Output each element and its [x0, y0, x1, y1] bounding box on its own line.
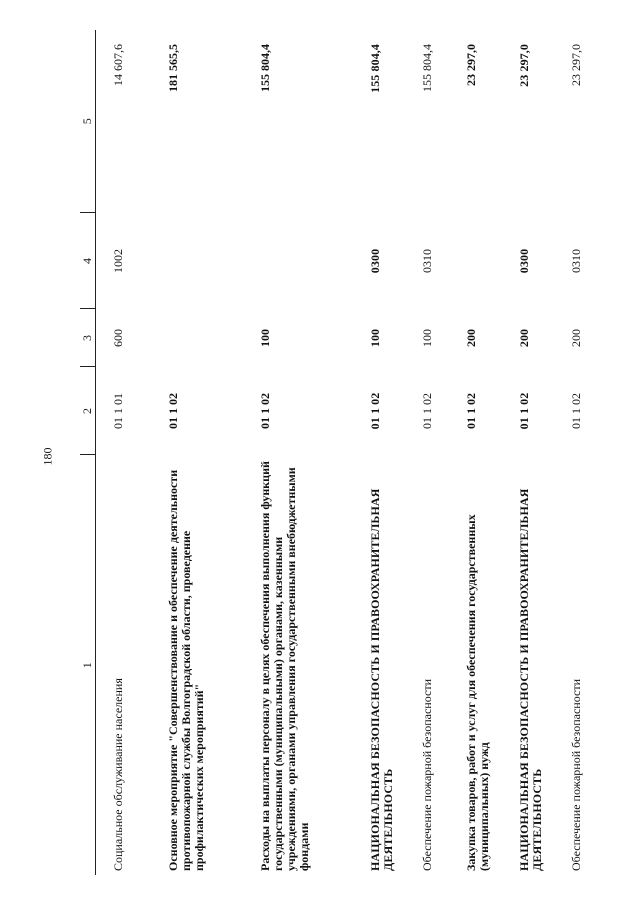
row-csr: 01 1 02 — [516, 392, 531, 430]
header-col-5: 5 — [80, 30, 96, 213]
table-row — [167, 30, 259, 875]
row-name: НАЦИОНАЛЬНАЯ БЕЗОПАСНОСТЬ И ПРАВООХРАНИТЕЛЬНАЯ ДЕЯТЕЛЬНОСТЬ — [367, 488, 395, 871]
row-name: Расходы на выплаты персоналу в целях обеспечения выполнения функций государственными (муниципальными) органами, казенными учреждениями, органами управления государственными внебюджетными фондами — [257, 461, 311, 871]
row-rzpr: 0300 — [367, 248, 382, 274]
table-row — [570, 30, 600, 875]
rotated-table-container — [80, 30, 600, 875]
row-sum: 181 565,5 — [165, 44, 180, 92]
row-name: НАЦИОНАЛЬНАЯ БЕЗОПАСНОСТЬ И ПРАВООХРАНИТЕЛЬНАЯ ДЕЯТЕЛЬНОСТЬ — [516, 488, 544, 871]
row-sum: 155 804,4 — [367, 44, 382, 93]
row-csr: 01 1 02 — [165, 393, 180, 429]
row-vr: 100 — [367, 328, 382, 348]
row-csr: 01 1 02 — [257, 393, 272, 429]
header-col-2: 2 — [80, 367, 96, 455]
row-name: Обеспечение пожарной безопасности — [419, 678, 434, 871]
row-rzpr — [259, 213, 369, 309]
row-name: Обеспечение пожарной безопасности — [568, 678, 583, 871]
row-rzpr: 0300 — [516, 248, 531, 274]
row-csr: 01 1 02 — [568, 393, 583, 429]
row-vr: 200 — [516, 328, 531, 348]
header-col-3: 3 — [80, 309, 96, 367]
row-rzpr: 0310 — [419, 249, 434, 273]
row-rzpr — [167, 213, 259, 309]
row-csr: 01 1 01 — [111, 393, 125, 429]
row-rzpr: 1002 — [111, 249, 125, 273]
header-col-1: 1 — [80, 455, 96, 875]
row-vr: 100 — [257, 329, 272, 347]
row-csr: 01 1 02 — [463, 393, 478, 429]
budget-table — [80, 30, 600, 875]
row-sum: 155 804,4 — [419, 44, 434, 92]
table-row — [369, 30, 421, 875]
row-vr: 200 — [463, 329, 478, 347]
row-rzpr: 0310 — [568, 249, 583, 273]
row-vr: 200 — [568, 329, 583, 347]
table-row — [518, 30, 570, 875]
table-row — [465, 30, 518, 875]
table-row — [259, 30, 369, 875]
row-sum: 23 297,0 — [463, 44, 478, 86]
row-sum: 14 607,6 — [111, 44, 125, 86]
row-csr: 01 1 02 — [419, 393, 434, 429]
table-row — [421, 30, 465, 875]
page-number: 180 — [40, 447, 55, 466]
row-vr: 600 — [111, 329, 125, 347]
row-name: Основное мероприятие "Совершенствование и обеспечение деятельности противопожарной службы Волгоградской области, проведение профилактических мероприятий" — [165, 469, 206, 871]
row-vr: 100 — [419, 329, 434, 347]
row-name: Социальное обслуживание населения — [111, 678, 125, 871]
row-vr — [167, 309, 259, 367]
row-csr: 01 1 02 — [367, 392, 382, 430]
row-sum: 23 297,0 — [516, 44, 531, 87]
row-sum: 155 804,4 — [257, 44, 272, 92]
table-row — [96, 30, 167, 875]
row-sum: 23 297,0 — [568, 44, 583, 86]
row-rzpr — [465, 213, 518, 309]
row-name: Закупка товаров, работ и услуг для обеспечения государственных (муниципальных) нужд — [463, 514, 491, 871]
header-row — [80, 30, 96, 875]
header-col-4: 4 — [80, 213, 96, 309]
